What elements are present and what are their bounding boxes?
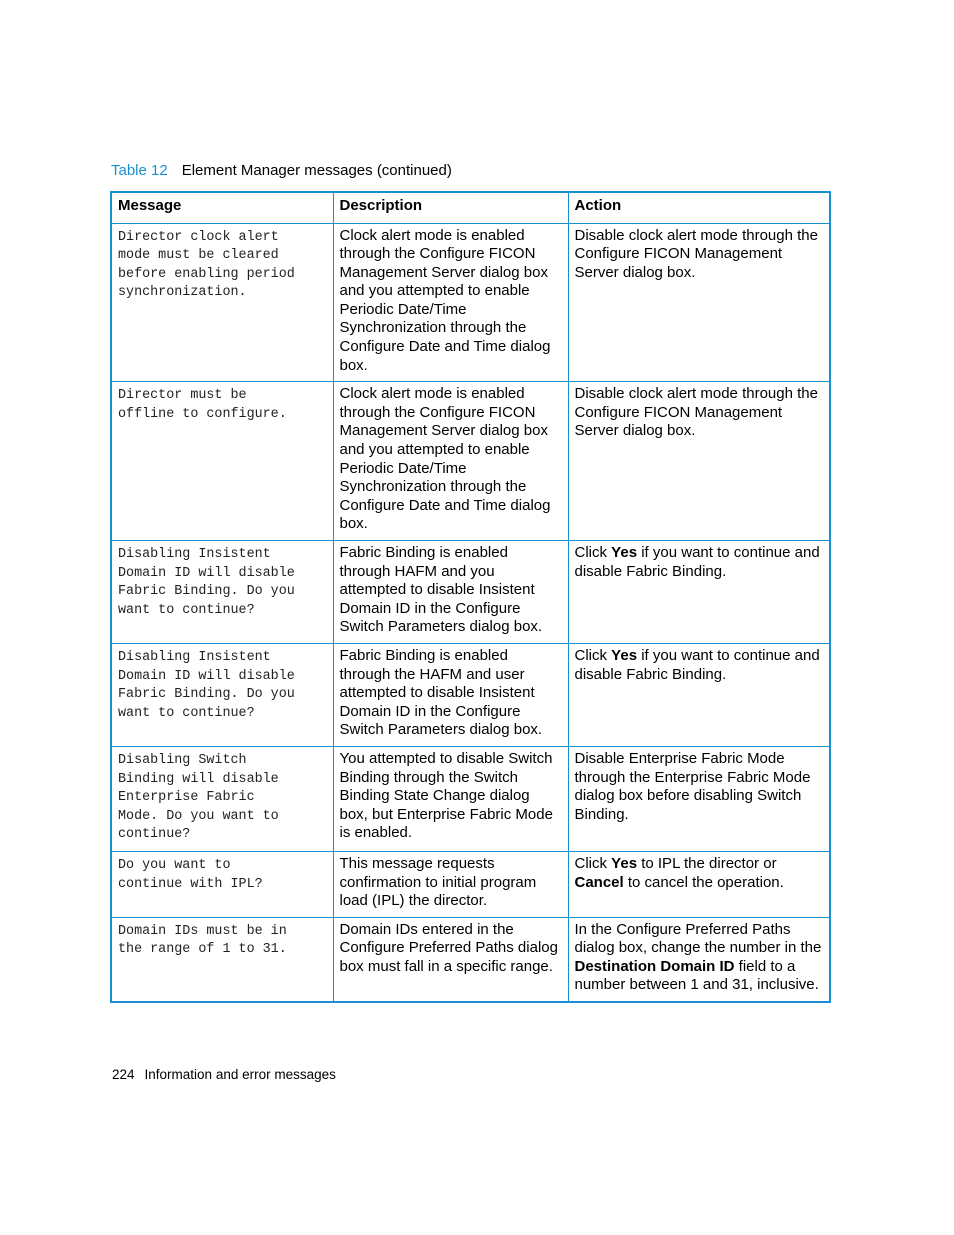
- action-cell: Disable Enterprise Fabric Mode through the Enterprise Fabric Mode dialog box before disabling Switch Binding.: [568, 746, 829, 851]
- messages-table: [110, 191, 831, 1003]
- header-message: Message: [112, 193, 333, 223]
- action-cell: Click Yes if you want to continue and disable Fabric Binding.: [568, 541, 829, 644]
- description-cell: Clock alert mode is enabled through the Configure FICON Management Server dialog box and you attempted to enable Periodic Date/Time Synchronization through the Configure Date and Time dialog box.: [333, 223, 568, 382]
- table-row: [112, 746, 829, 851]
- description-cell: Fabric Binding is enabled through HAFM and you attempted to disable Insistent Domain ID in the Configure Switch Parameters dialog box.: [333, 541, 568, 644]
- table-row: [112, 541, 829, 644]
- description-cell: This message requests confirmation to initial program load (IPL) the director.: [333, 851, 568, 917]
- action-cell: Click Yes if you want to continue and disable Fabric Binding.: [568, 643, 829, 746]
- table-row: [112, 382, 829, 541]
- message-cell: Director must be offline to configure.: [112, 382, 333, 541]
- page-footer: [112, 1067, 336, 1082]
- header-action: Action: [568, 193, 829, 223]
- table-row: [112, 643, 829, 746]
- page-number: 224: [112, 1067, 135, 1082]
- action-cell: Disable clock alert mode through the Configure FICON Management Server dialog box.: [568, 223, 829, 382]
- table-number: Table 12: [111, 162, 168, 179]
- message-cell: Disabling Switch Binding will disable Enterprise Fabric Mode. Do you want to continue?: [112, 746, 333, 851]
- action-cell: Disable clock alert mode through the Configure FICON Management Server dialog box.: [568, 382, 829, 541]
- description-cell: Domain IDs entered in the Configure Preferred Paths dialog box must fall in a specific range.: [333, 917, 568, 1001]
- description-cell: Clock alert mode is enabled through the Configure FICON Management Server dialog box and you attempted to enable Periodic Date/Time Synchronization through the Configure Date and Time dialog box.: [333, 382, 568, 541]
- action-cell: In the Configure Preferred Paths dialog box, change the number in the Destination Domain ID field to a number between 1 and 31, inclusive.: [568, 917, 829, 1001]
- table-row: [112, 223, 829, 382]
- message-cell: Director clock alert mode must be cleared before enabling period synchronization.: [112, 223, 333, 382]
- description-cell: Fabric Binding is enabled through the HAFM and user attempted to disable Insistent Domain ID in the Configure Switch Parameters dialog box.: [333, 643, 568, 746]
- header-description: Description: [333, 193, 568, 223]
- table-header-row: [112, 193, 829, 223]
- table-row: [112, 851, 829, 917]
- table-title: Element Manager messages (continued): [181, 162, 452, 179]
- description-cell: You attempted to disable Switch Binding through the Switch Binding State Change dialog box, but Enterprise Fabric Mode is enabled.: [333, 746, 568, 851]
- message-cell: Disabling Insistent Domain ID will disable Fabric Binding. Do you want to continue?: [112, 541, 333, 644]
- table-caption: [111, 162, 452, 179]
- action-cell: Click Yes to IPL the director or Cancel to cancel the operation.: [568, 851, 829, 917]
- table-row: [112, 917, 829, 1001]
- footer-section-title: Information and error messages: [144, 1067, 336, 1082]
- message-cell: Do you want to continue with IPL?: [112, 851, 333, 917]
- message-cell: Domain IDs must be in the range of 1 to 31.: [112, 917, 333, 1001]
- message-cell: Disabling Insistent Domain ID will disable Fabric Binding. Do you want to continue?: [112, 643, 333, 746]
